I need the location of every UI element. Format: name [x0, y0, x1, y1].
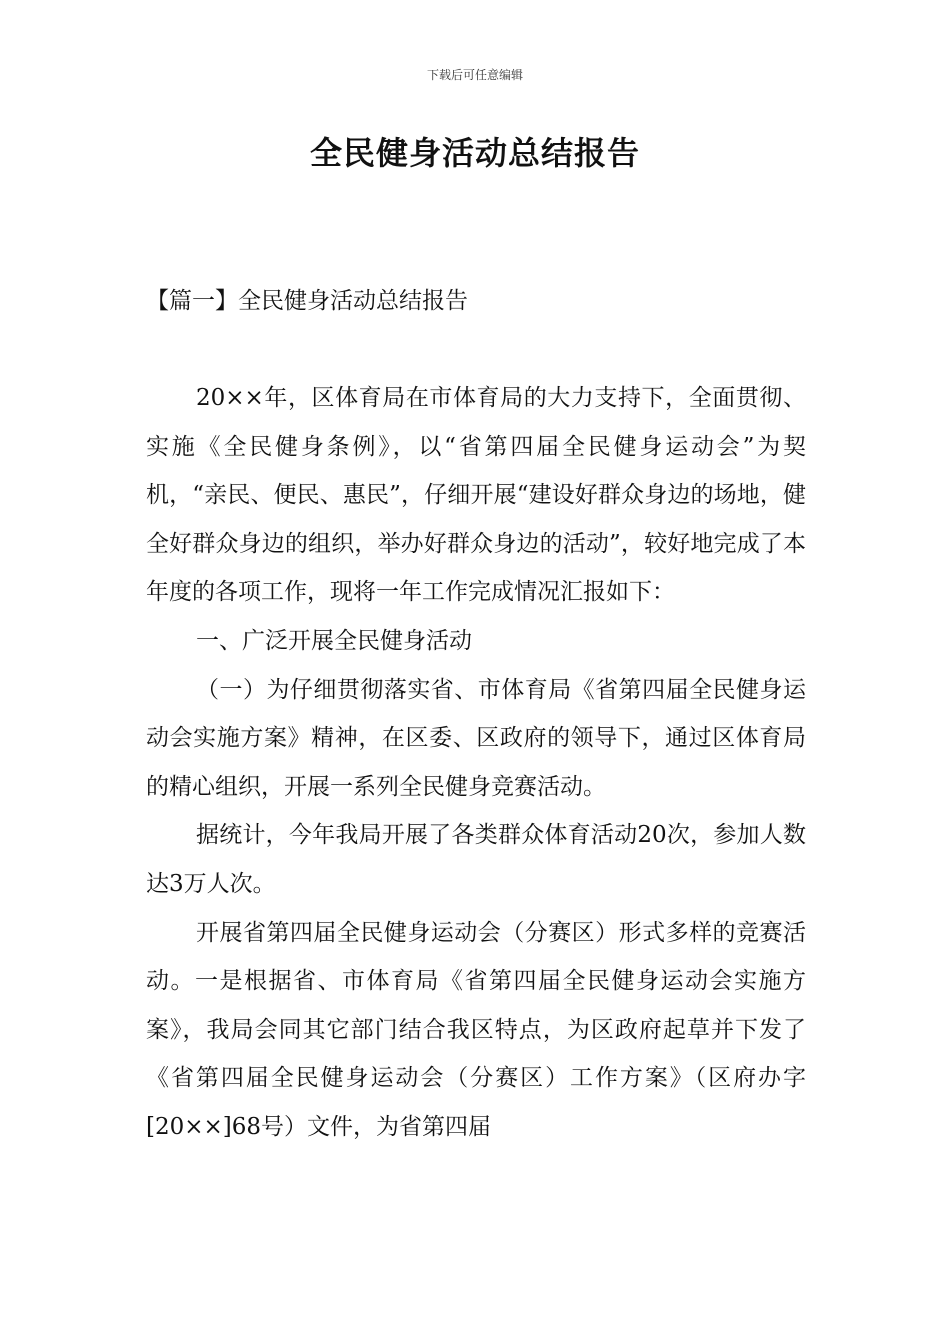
document-title: 全民健身活动总结报告: [309, 134, 640, 172]
paragraph-item-1: （一）为仔细贯彻落实省、市体育局《省第四届全民健身运动会实施方案》精神，在区委、区政府的领导下，通过区体育局的精心组织，开展一系列全民健身竞赛活动。: [146, 676, 806, 800]
document-body: [146, 374, 806, 1152]
section-heading: 【篇一】全民健身活动总结报告: [146, 288, 468, 314]
page-header-note: 下载后可任意编辑: [426, 68, 523, 82]
paragraph-intro: 20××年，区体育局在市体育局的大力支持下，全面贯彻、实施《全民健身条例》，以“省第四届全民健身运动会”为契机，“亲民、便民、惠民”，仔细开展“建设好群众身边的场地，健全好群众身边的组织，举办好群众身边的活动”，较好地完成了本年度的各项工作，现将一年工作完成情况汇报如下：: [146, 385, 806, 606]
paragraph-statistics: 据统计，今年我局开展了各类群众体育活动20次，参加人数达3万人次。: [146, 822, 806, 897]
paragraph-competitions: 开展省第四届全民健身运动会（分赛区）形式多样的竞赛活动。一是根据省、市体育局《省第四届全民健身运动会实施方案》，我局会同其它部门结合我区特点，为区政府起草并下发了《省第四届全民健身运动会（分赛区）工作方案》（区府办字[20××]68号）文件，为省第四届: [146, 919, 806, 1140]
paragraph-heading-1: 一、广泛开展全民健身活动: [196, 627, 472, 654]
